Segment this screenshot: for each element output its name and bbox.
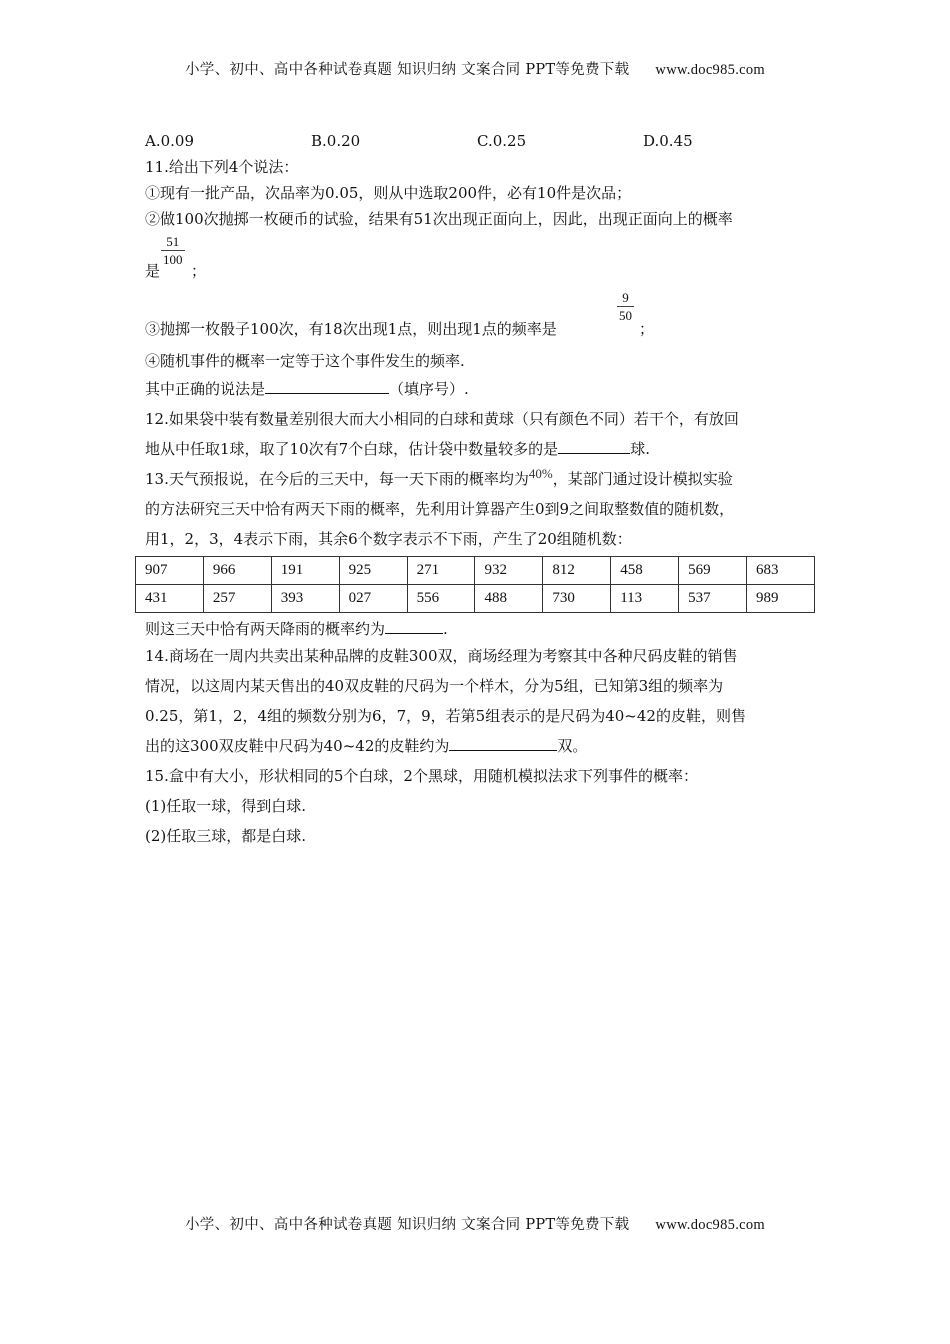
q11-ask-suffix: （填序号）. bbox=[389, 380, 469, 398]
table-cell: 458 bbox=[611, 557, 679, 585]
q11-statement-4: ④随机事件的概率一定等于这个事件发生的频率. bbox=[145, 352, 465, 370]
q11-s2-suffix: ； bbox=[191, 262, 207, 280]
table-cell: 488 bbox=[475, 585, 543, 613]
fraction-9-50 bbox=[617, 290, 634, 323]
q12-line-1: 12.如果袋中装有数量差别很大而大小相同的白球和黄球（只有颜色不同）若干个，有放回 bbox=[145, 410, 739, 428]
q13-line-1-suffix: ，某部门通过设计模拟实验 bbox=[552, 470, 733, 488]
q12-line-2-suffix: 球. bbox=[630, 440, 650, 458]
table-cell: 989 bbox=[747, 585, 815, 613]
table-cell: 730 bbox=[543, 585, 611, 613]
table-cell: 191 bbox=[271, 557, 339, 585]
q13-line-2: 的方法研究三天中恰有两天下雨的概率，先利用计算器产生0到9之间取整数值的随机数， bbox=[145, 500, 735, 518]
table-cell: 932 bbox=[475, 557, 543, 585]
fraction-numerator: 9 bbox=[617, 290, 634, 307]
q12-line-2 bbox=[145, 434, 815, 464]
table-cell: 431 bbox=[136, 585, 204, 613]
q13-line-1 bbox=[145, 464, 815, 494]
page-footer bbox=[0, 1213, 950, 1234]
table-row bbox=[136, 585, 815, 613]
q11-statement-1: ①现有一批产品，次品率为0.05，则从中选取200件，必有10件是次品； bbox=[145, 184, 632, 202]
q11-s3-text: ③抛掷一枚骰子100次，有18次出现1点，则出现1点的频率是 bbox=[145, 320, 557, 338]
fraction-numerator: 51 bbox=[161, 234, 185, 251]
choice-c: C.0.25 bbox=[477, 132, 527, 150]
random-number-table bbox=[135, 556, 815, 613]
q14-line-4-prefix: 出的这300双皮鞋中尺码为40~42的皮鞋约为 bbox=[145, 737, 450, 755]
q13-ask-suffix: . bbox=[443, 620, 448, 638]
q11-statement-3 bbox=[145, 288, 815, 348]
fraction-denominator: 100 bbox=[163, 252, 183, 267]
table-cell: 569 bbox=[679, 557, 747, 585]
table-cell: 907 bbox=[136, 557, 204, 585]
q14-line-3: 0.25，第1，2，4组的频数分别为6，7，9，若第5组表示的是尺码为40~42的皮鞋，则售 bbox=[145, 707, 746, 725]
footer-url[interactable]: www.doc985.com bbox=[655, 1217, 765, 1233]
q13-ask bbox=[145, 615, 815, 641]
q11-s3-suffix: ； bbox=[639, 320, 655, 338]
answer-blank-q13[interactable] bbox=[385, 615, 443, 634]
choice-a: A.0.09 bbox=[145, 132, 194, 150]
table-cell: 113 bbox=[611, 585, 679, 613]
q11-ask-prefix: 其中正确的说法是 bbox=[145, 380, 266, 398]
page-header bbox=[0, 58, 950, 79]
answer-blank-q11[interactable] bbox=[265, 375, 389, 394]
q11-s2-prefix: 是 bbox=[145, 262, 161, 280]
q12-line-2-prefix: 地从中任取1球，取了10次有7个白球，估计袋中数量较多的是 bbox=[145, 440, 559, 458]
q15-line-1: 15.盒中有大小，形状相同的5个白球，2个黑球，用随机模拟法求下列事件的概率： bbox=[145, 767, 698, 785]
q14-line-2: 情况，以这周内某天售出的40双皮鞋的尺码为一个样木，分为5组，已知第3组的频率为 bbox=[145, 677, 724, 695]
q14-line-4 bbox=[145, 731, 815, 761]
choice-d: D.0.45 bbox=[643, 132, 693, 150]
table-cell: 925 bbox=[339, 557, 407, 585]
header-url[interactable]: www.doc985.com bbox=[655, 62, 765, 78]
q11-title: 11.给出下列4个说法： bbox=[145, 158, 299, 176]
table-cell: 393 bbox=[271, 585, 339, 613]
q11-statement-2: ②做100次抛掷一枚硬币的试验，结果有51次出现正面向上，因此，出现正面向上的概率 bbox=[145, 210, 733, 228]
q13-ask-prefix: 则这三天中恰有两天降雨的概率约为 bbox=[145, 620, 386, 638]
percent-value: 40% bbox=[528, 466, 553, 481]
table-cell: 027 bbox=[339, 585, 407, 613]
exam-content bbox=[145, 128, 815, 851]
q14-line-1: 14.商场在一周内共卖出某种品牌的皮鞋300双，商场经理为考察其中各种尺码皮鞋的销售 bbox=[145, 647, 738, 665]
table-cell: 537 bbox=[679, 585, 747, 613]
answer-blank-q12[interactable] bbox=[558, 435, 630, 454]
choice-b: B.0.20 bbox=[311, 132, 361, 150]
q11-ask bbox=[145, 374, 815, 404]
table-row bbox=[136, 557, 815, 585]
footer-text: 小学、初中、高中各种试卷真题 知识归纳 文案合同 PPT等免费下载 bbox=[185, 1217, 630, 1233]
fraction-denominator: 50 bbox=[619, 308, 632, 323]
table-cell: 683 bbox=[747, 557, 815, 585]
q14-line-4-suffix: 双。 bbox=[557, 737, 588, 755]
table-cell: 257 bbox=[203, 585, 271, 613]
q10-choices bbox=[145, 128, 815, 154]
answer-blank-q14[interactable] bbox=[449, 732, 557, 751]
header-text: 小学、初中、高中各种试卷真题 知识归纳 文案合同 PPT等免费下载 bbox=[185, 62, 630, 78]
q15-part-1: (1)任取一球，得到白球. bbox=[145, 797, 307, 815]
q11-statement-2-cont bbox=[145, 232, 815, 288]
table-cell: 556 bbox=[407, 585, 475, 613]
q13-line-1-prefix: 13.天气预报说，在今后的三天中，每一天下雨的概率均为 bbox=[145, 470, 529, 488]
q13-line-3: 用1，2，3，4表示下雨，其余6个数字表示不下雨，产生了20组随机数： bbox=[145, 530, 632, 548]
fraction-51-100 bbox=[161, 234, 185, 267]
table-cell: 271 bbox=[407, 557, 475, 585]
table-cell: 812 bbox=[543, 557, 611, 585]
q15-part-2: (2)任取三球，都是白球. bbox=[145, 827, 307, 845]
table-cell: 966 bbox=[203, 557, 271, 585]
